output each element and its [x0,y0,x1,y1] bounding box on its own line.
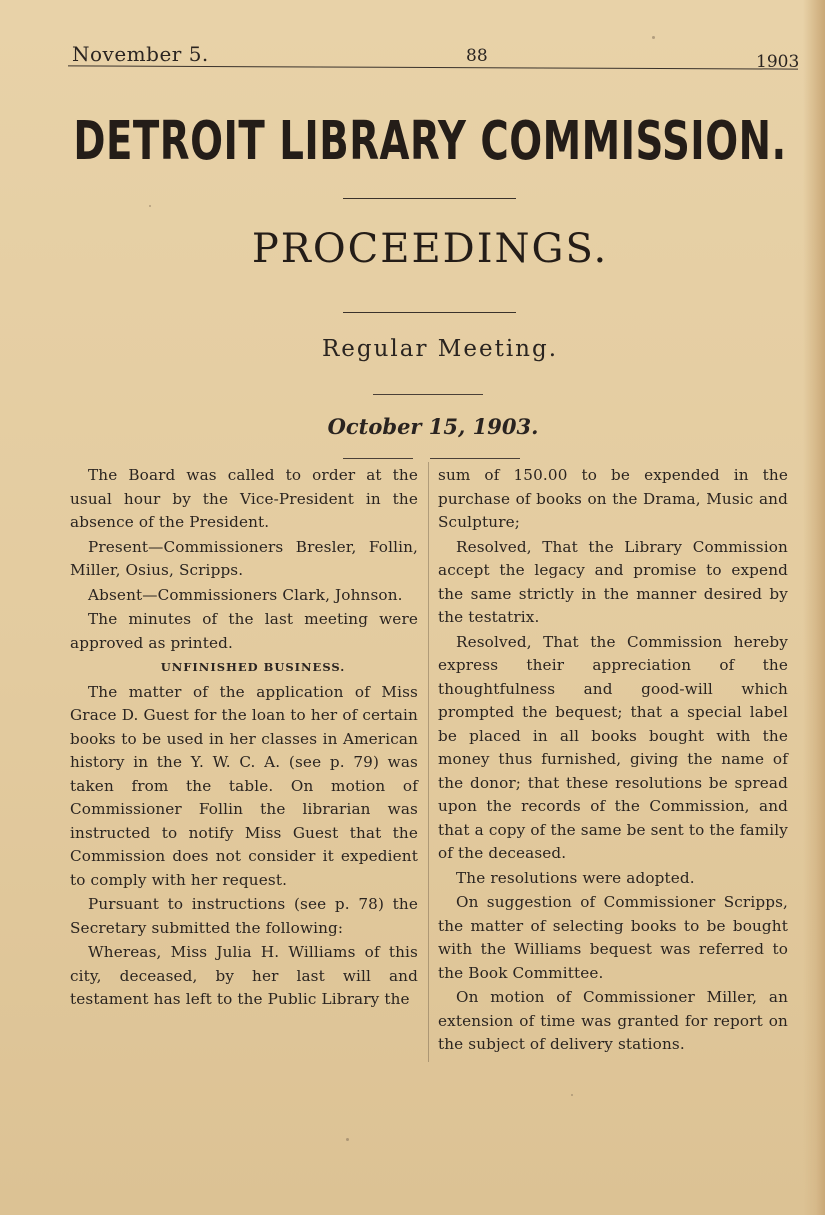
paper-speck [149,205,151,207]
header-year: 1903 [756,52,800,72]
paper-speck [652,36,655,39]
paragraph: sum of 150.00 to be expended in the purchase of books on the Drama, Music and Sculpture; [438,466,788,531]
header-date: November 5. [72,42,209,66]
page-edge [803,0,825,1215]
paragraph: On motion of Commissioner Miller, an extension of time was granted for report on the subject of delivery stations. [438,988,788,1053]
divider-rule [373,394,483,395]
divider-rule [343,198,516,199]
section-title: PROCEEDINGS. [251,226,609,272]
paper-speck [571,1094,573,1096]
document-title: DETROIT LIBRARY COMMISSION. [73,110,787,173]
divider-rule [430,458,520,459]
paragraph: The minutes of the last meeting were approved as printed. [70,610,418,652]
paragraph: The Board was called to order at the usual hour by the Vice-President in the absence of the President. [70,466,418,531]
divider-rule [343,312,516,313]
paragraph: Absent—Commissioners Clark, Johnson. [88,585,403,604]
paragraph: Resolved, That the Commission hereby express their appreciation of the thoughtfulness and good-will which prompted the bequest; that a special label be placed in all books bought with the money thus furnished, giving the name of the donor; that these resolutions be spread upon the records of the Commission, and that a copy of the same be sent to the family of the deceased. [438,632,788,862]
left-column [70,464,418,1013]
paragraph: Pursuant to instructions (see p. 78) the Secretary submitted the following: [70,895,418,937]
column-divider [428,462,429,1062]
section-heading: UNFINISHED BUSINESS. [160,660,346,674]
paragraph: On suggestion of Commissioner Scripps, the matter of selecting books to be bought with the Williams bequest was referred to the Book Committee. [438,893,788,982]
page-number: 88 [466,46,488,66]
paragraph: The matter of the application of Miss Grace D. Guest for the loan to her of certain books to be used in her classes in American history in the Y. W. C. A. (see p. 79) was taken from the table. On motion of Commissioner Follin the librarian was instructed to notify Miss Guest that the Commission does not consider it expedient to comply with her request. [70,682,418,889]
divider-rule [343,458,413,459]
paragraph: The resolutions were adopted. [456,868,695,887]
paragraph: Present—Commissioners Bresler, Follin, Miller, Osius, Scripps. [70,537,418,579]
paragraph: Whereas, Miss Julia H. Williams of this city, deceased, by her last will and testament has left to the Public Library the [70,943,418,1008]
meeting-date: October 15, 1903. [327,414,539,439]
meeting-type: Regular Meeting. [321,336,559,362]
paragraph: Resolved, That the Library Commission accept the legacy and promise to expend the same strictly in the manner desired by the testatrix. [438,537,788,626]
header-rule [68,65,798,69]
right-column [438,464,788,1058]
paper-speck [346,1138,349,1141]
